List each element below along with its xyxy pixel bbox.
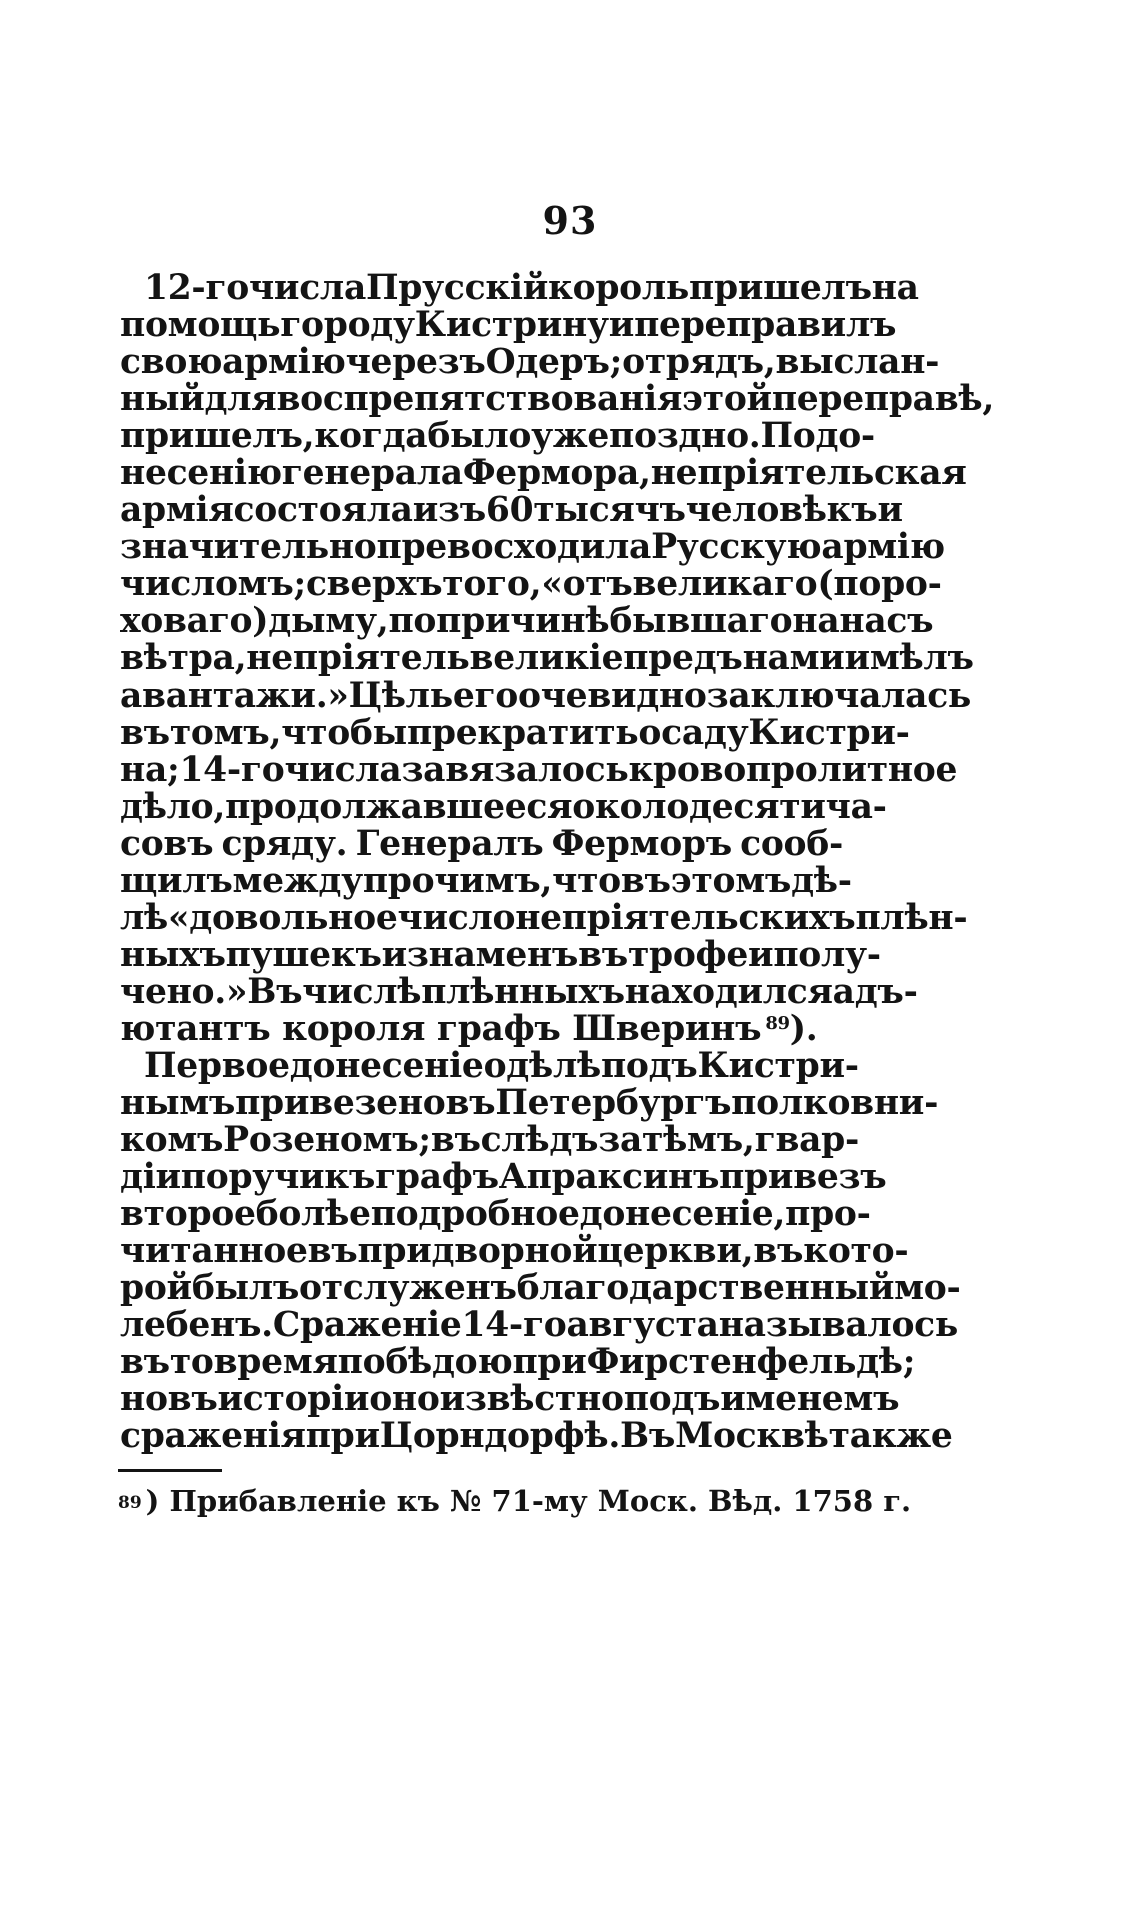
word: 12-го [144, 268, 249, 308]
word: въ [753, 1231, 804, 1272]
word: Прусскій [366, 268, 549, 308]
text-line [120, 527, 945, 568]
word: рой [120, 1268, 192, 1309]
word: то [169, 1342, 214, 1383]
text-line [120, 749, 958, 790]
word: ча- [825, 786, 887, 827]
word: чтобы [281, 712, 407, 753]
word: подъ [600, 1045, 698, 1086]
word: лѣ [120, 897, 168, 938]
word: свою [120, 342, 223, 383]
word: вѣтра, [120, 638, 247, 679]
word: пришелъ [689, 268, 872, 308]
word: король [548, 268, 690, 308]
word: церкви, [597, 1231, 754, 1272]
word: заключалась [706, 675, 972, 716]
word: имѣлъ [844, 638, 974, 679]
word: этомъ [670, 860, 792, 901]
word: изъ [412, 490, 486, 531]
word: армія [120, 490, 234, 531]
text-line [120, 638, 974, 679]
word: въ [120, 1342, 170, 1383]
text-line [120, 1008, 843, 1049]
word: Ферморъ [551, 823, 732, 864]
word: «отъ [541, 564, 633, 605]
word: Русскую [651, 527, 822, 568]
word: очевидно [518, 675, 707, 716]
word: непріятельская [650, 453, 967, 494]
word: что [552, 860, 621, 901]
word: оно [369, 1379, 440, 1420]
word: пушекъ [225, 934, 382, 975]
word: Въ [620, 1416, 676, 1457]
word: подробное [370, 1194, 580, 1235]
text-line [120, 342, 940, 383]
word: привезено [235, 1083, 446, 1124]
word: комъ [120, 1120, 224, 1161]
word: Генералъ [355, 823, 544, 864]
word: ховаго) [120, 601, 269, 642]
word: плѣнныхъ [421, 971, 625, 1012]
text-line [120, 1416, 953, 1457]
text-line [120, 712, 910, 753]
word: сряду. [221, 823, 348, 864]
word: поздно. [609, 416, 761, 457]
word: въ [307, 1231, 358, 1272]
word: бывшаго [609, 601, 793, 642]
word: 60 [485, 490, 534, 531]
word: при [305, 1416, 380, 1457]
word: непріятельскихъ [515, 897, 856, 938]
word: кото- [803, 1231, 909, 1272]
word: пришелъ, [120, 416, 315, 457]
word: армію [821, 527, 945, 568]
word: помощь [120, 305, 281, 346]
word: трофеи [627, 934, 774, 975]
word: до- [815, 416, 875, 457]
word: Розеномъ; [223, 1120, 431, 1161]
text-line [120, 564, 942, 605]
word: отрядъ, [622, 342, 776, 383]
word: когда [314, 416, 428, 457]
word: прочимъ, [362, 860, 553, 901]
word: второе [120, 1194, 256, 1235]
word: придворной [357, 1231, 598, 1272]
word: за [598, 1120, 643, 1161]
word: переправѣ, [771, 379, 995, 420]
text-line [120, 823, 843, 864]
word: отслуженъ [299, 1268, 517, 1309]
word: совъ [120, 823, 214, 864]
word: про- [785, 1194, 871, 1235]
text-line [120, 1305, 958, 1346]
word: Одеръ; [485, 342, 623, 383]
word: Сраженіе [272, 1305, 462, 1346]
word: выслан- [775, 342, 940, 383]
word: на; [120, 749, 180, 790]
word: непріятель [246, 638, 470, 679]
word: на [871, 268, 919, 308]
word: значительно [120, 527, 377, 568]
word: при [512, 1342, 587, 1383]
word: переправилъ [634, 305, 897, 346]
text-line [120, 786, 887, 827]
word: дѣло, [120, 786, 226, 827]
text-line [120, 971, 918, 1012]
word: и [877, 490, 903, 531]
word: кровопролитное [628, 749, 958, 790]
word: предъ [623, 638, 743, 679]
text-line [120, 453, 967, 494]
page-number: 93 [542, 198, 598, 243]
word: былъ [191, 1268, 300, 1309]
word: было [427, 416, 532, 457]
word: и [608, 305, 635, 346]
word: прекратить [406, 712, 639, 753]
word: осаду [638, 712, 749, 753]
word: Петербургъ [495, 1083, 732, 1124]
word: число [397, 897, 516, 938]
text-line [120, 860, 852, 901]
word: мо- [894, 1268, 961, 1309]
footnote-marker: 89 [118, 1493, 142, 1513]
word: исторіи [217, 1379, 370, 1420]
text-line [120, 675, 972, 716]
word: нымъ [120, 1083, 236, 1124]
footnote-divider [118, 1469, 222, 1472]
text-line [120, 934, 881, 975]
word: ный [120, 379, 205, 420]
word: находился [624, 971, 833, 1012]
word: авантажи.» [120, 675, 349, 716]
word: о [483, 1045, 507, 1086]
word: Первое [144, 1045, 290, 1086]
word: щилъ [120, 860, 233, 901]
word: его [452, 675, 519, 716]
text-line [120, 1194, 871, 1235]
word: называлось [718, 1305, 958, 1346]
word: но [120, 1379, 168, 1420]
word: числа [248, 268, 367, 308]
word: адъ- [832, 971, 918, 1012]
word: черезъ [345, 342, 486, 383]
word: побѣдою [337, 1342, 513, 1383]
word: дѣлѣ [506, 1045, 601, 1086]
text-line [120, 416, 875, 457]
word: и [381, 934, 407, 975]
text-line [120, 1268, 961, 1309]
word: воспрепятствованія [276, 379, 683, 420]
word: извѣстно [439, 1379, 624, 1420]
word: сверхъ [305, 564, 443, 605]
text-line [120, 1157, 887, 1198]
word: діи [120, 1157, 181, 1198]
word: донесеніе [289, 1045, 484, 1086]
word: поручикъ [180, 1157, 376, 1198]
word: дѣ- [791, 860, 852, 901]
word: Кистрину [414, 305, 609, 346]
text-line [120, 1120, 860, 1161]
word: 14-го [179, 749, 285, 790]
word: этой [682, 379, 772, 420]
word: Цорндорфѣ. [379, 1416, 621, 1457]
word: сооб- [740, 823, 843, 864]
word: числѣ [302, 971, 422, 1012]
word: плѣн- [855, 897, 968, 938]
text-line [120, 897, 968, 938]
word: великаго [632, 564, 818, 605]
word: городу [280, 305, 415, 346]
word: Кистри- [697, 1045, 859, 1086]
word: Цѣль [348, 675, 453, 716]
word: Москвѣ [675, 1416, 829, 1457]
word: лебенъ. [120, 1305, 273, 1346]
word: несенію [120, 453, 282, 494]
word: нами [742, 638, 845, 679]
text-line [120, 305, 897, 346]
word: ныхъ [120, 934, 226, 975]
word: Кистри- [748, 712, 910, 753]
word: гвар- [754, 1120, 860, 1161]
word: десяти [689, 786, 826, 827]
text-line [120, 1379, 900, 1420]
word: тысячъ [533, 490, 686, 531]
word: 14-го [461, 1305, 567, 1346]
word: въ [620, 860, 671, 901]
word: армію [222, 342, 346, 383]
word: Въ [247, 971, 303, 1012]
word: слѣдъ [480, 1120, 599, 1161]
text-line [120, 268, 919, 308]
word: тѣмъ, [642, 1120, 755, 1161]
word: именемъ [720, 1379, 900, 1420]
text-line [120, 1045, 859, 1086]
word: «довольное [167, 897, 398, 938]
line-text-closing: ). [789, 1008, 818, 1049]
word: донесеніе, [579, 1194, 786, 1235]
word: читанное [120, 1231, 308, 1272]
word: въ [578, 934, 628, 975]
word: время [213, 1342, 338, 1383]
text-line [120, 601, 934, 642]
word: около [572, 786, 690, 827]
word: генерала [281, 453, 463, 494]
line-text: ютантъ короля графъ Шверинъ [120, 1008, 762, 1049]
footnote-text: ) Прибавленіе къ № 71-му Моск. Вѣд. 1758 г. [145, 1484, 912, 1518]
text-line [120, 1342, 916, 1383]
word: привезъ [719, 1157, 887, 1198]
text-line [120, 379, 995, 420]
word: томъ, [169, 712, 282, 753]
word: сраженія [120, 1416, 306, 1457]
word: болѣе [255, 1194, 371, 1235]
word: знаменъ [406, 934, 579, 975]
body-text [120, 268, 995, 1457]
word: Фермора, [462, 453, 651, 494]
word: благодарственный [516, 1268, 895, 1309]
word: числомъ; [120, 564, 306, 605]
word: продолжавшееся [225, 786, 573, 827]
word: въ [430, 1120, 481, 1161]
word: великіе [469, 638, 624, 679]
footnote-reference: 89 [765, 1012, 790, 1034]
word: насъ [839, 601, 934, 642]
word: состояла [233, 490, 413, 531]
footnote [118, 1480, 912, 1522]
word: графъ [375, 1157, 499, 1198]
word: числа [284, 749, 402, 790]
word: дыму, [268, 601, 389, 642]
word: причинѣ [436, 601, 610, 642]
word: уже [531, 416, 610, 457]
word: подъ [623, 1379, 721, 1420]
word: въ [167, 1379, 218, 1420]
word: Фирстенфельдѣ; [586, 1342, 916, 1383]
word: въ [120, 712, 170, 753]
word: на [792, 601, 840, 642]
word: по [388, 601, 437, 642]
text-line [120, 1083, 939, 1124]
word: По [760, 416, 816, 457]
word: полу- [773, 934, 881, 975]
word: превосходила [376, 527, 652, 568]
word: чено.» [120, 971, 248, 1012]
word: между [232, 860, 363, 901]
word: полковни- [731, 1083, 939, 1124]
text-line [120, 1231, 909, 1272]
word: завязалось [401, 749, 629, 790]
word: того, [442, 564, 542, 605]
word: въ [445, 1083, 496, 1124]
word: также [828, 1416, 953, 1457]
word: августа [566, 1305, 719, 1346]
word: для [204, 379, 277, 420]
text-line [120, 490, 903, 531]
word: Апраксинъ [498, 1157, 720, 1198]
word: человѣкъ [685, 490, 878, 531]
word: (поро- [817, 564, 942, 605]
